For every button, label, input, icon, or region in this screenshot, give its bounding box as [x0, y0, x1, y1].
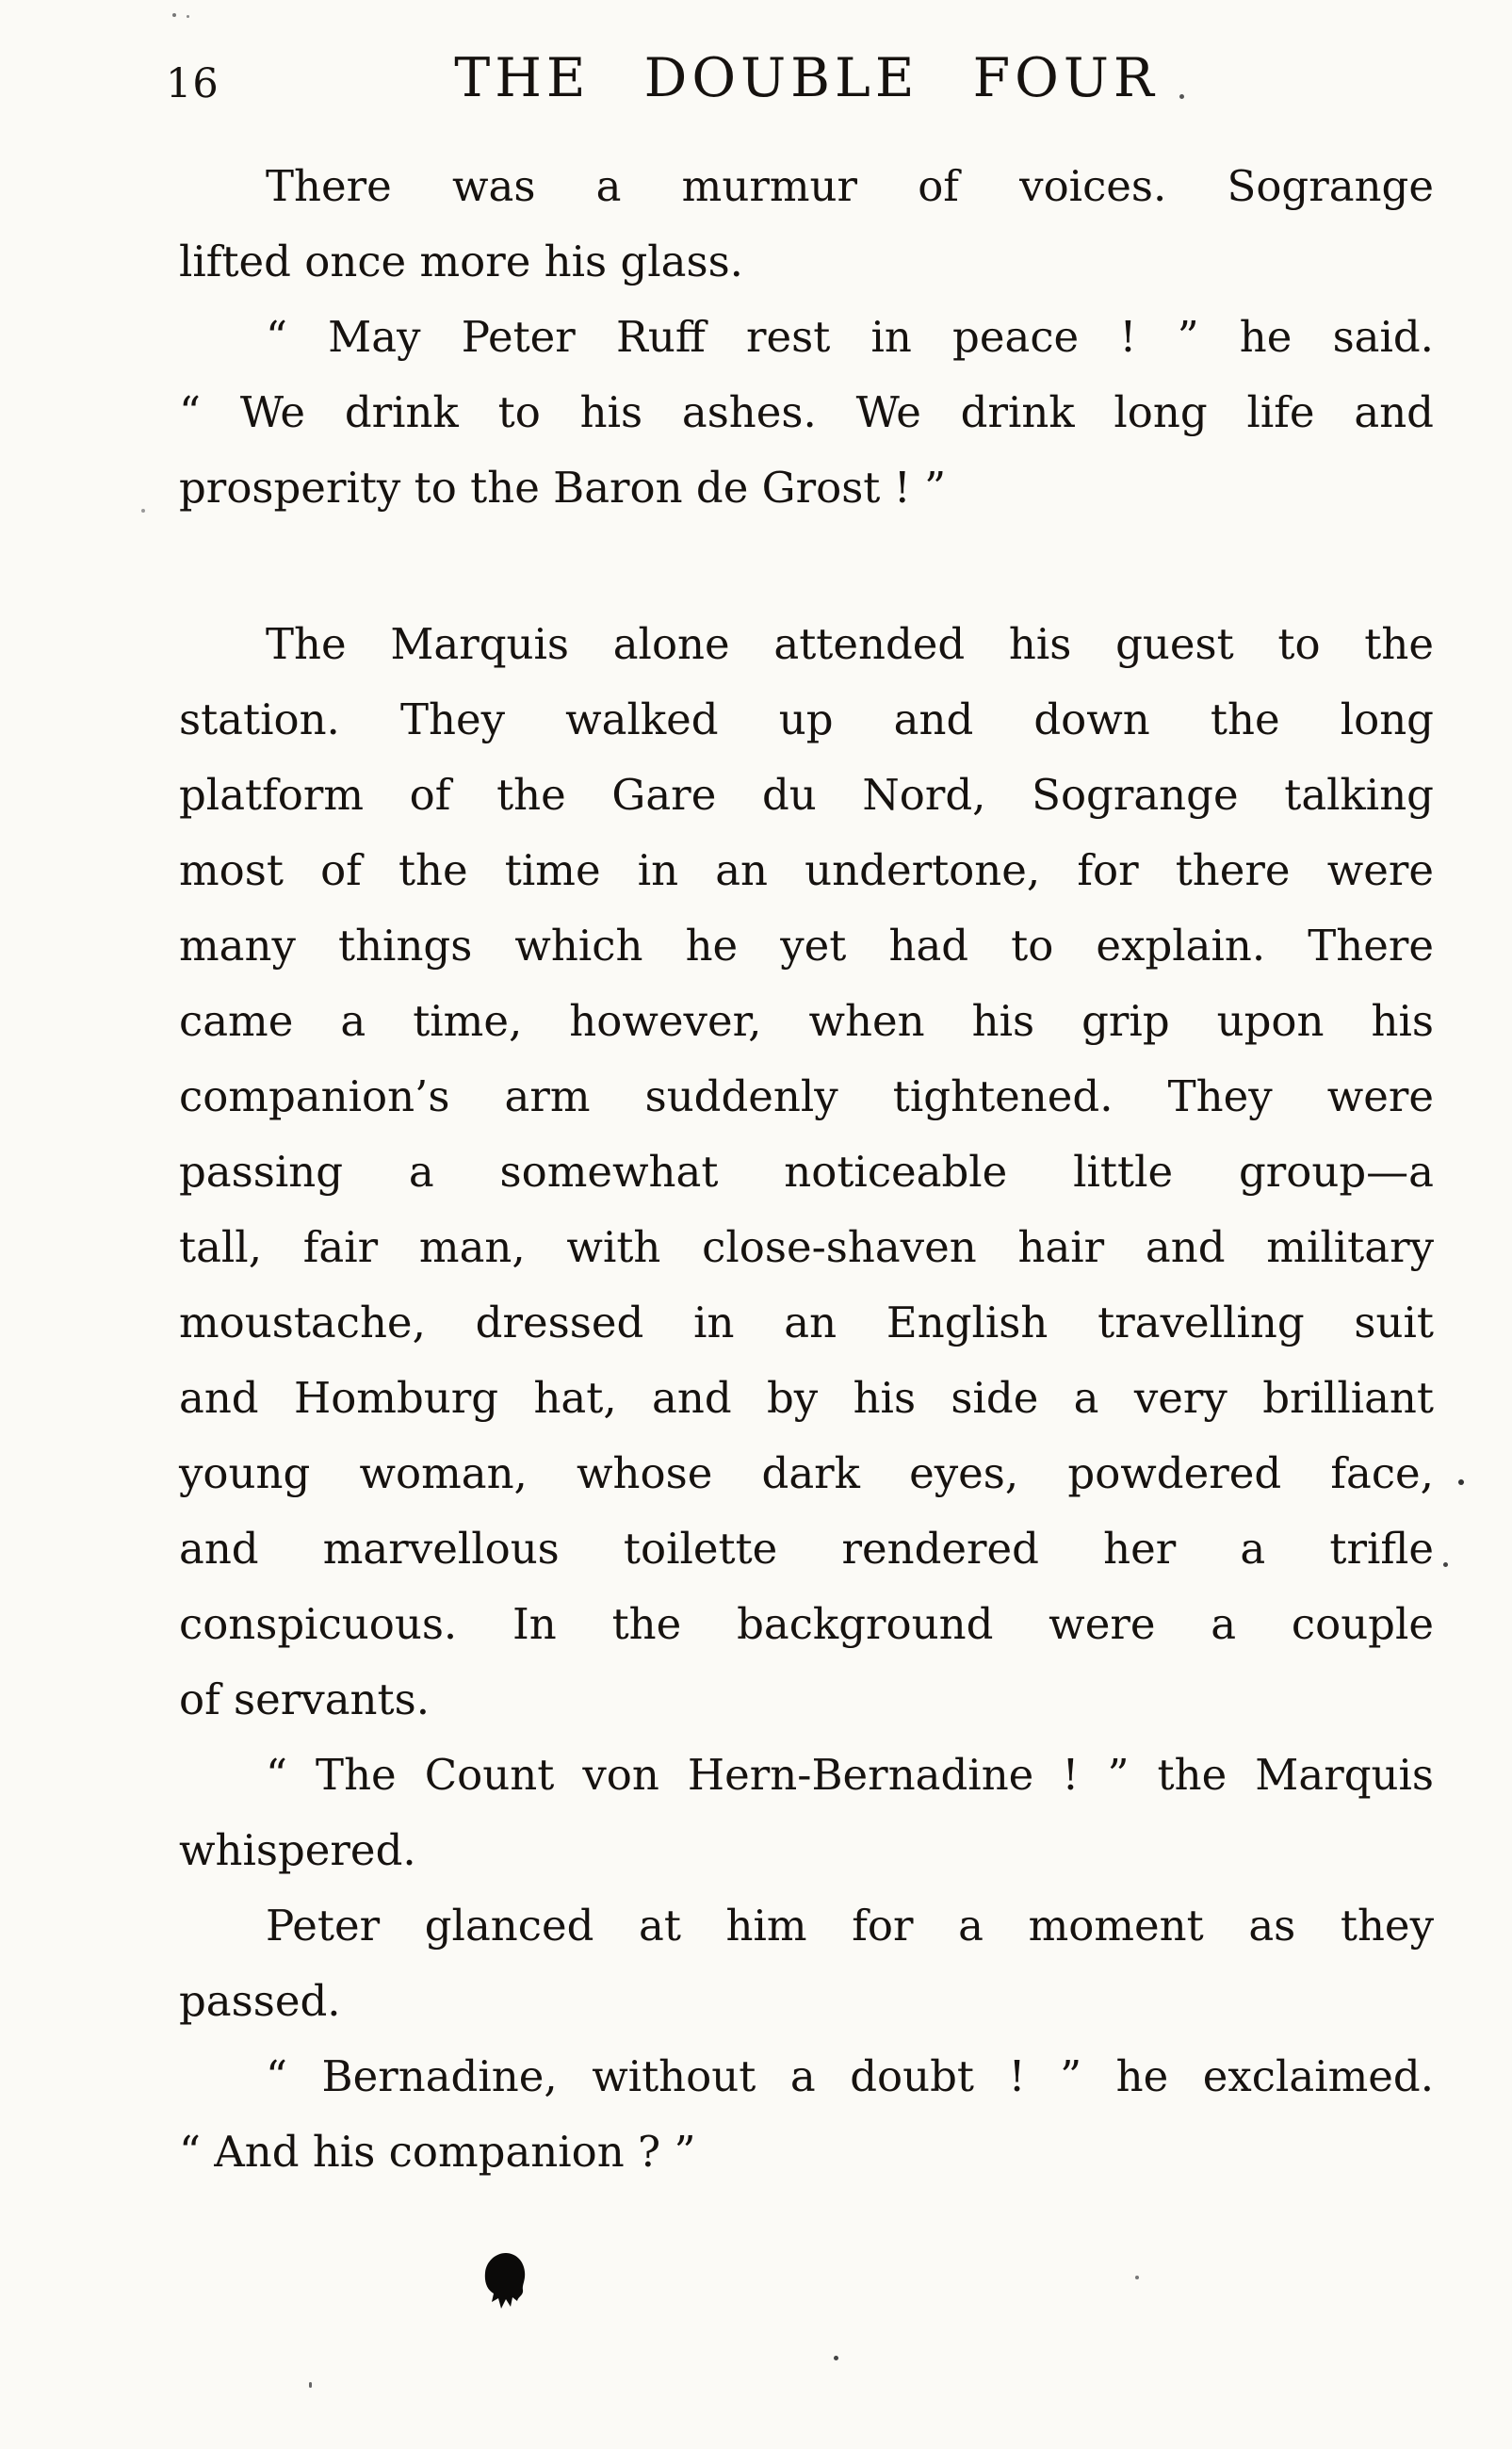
text-line: There was a murmur of voices. Sogrange — [266, 161, 1434, 211]
scan-speck — [141, 509, 145, 513]
text-line: platform of the Gare du Nord, Sogrange talking — [179, 770, 1434, 820]
text-line: lifted once more his glass. — [179, 237, 743, 286]
text-line: “ Bernadine, without a doubt ! ” he exclaimed. — [266, 2051, 1434, 2101]
text-line: tall, fair man, with close-shaven hair and military — [179, 1222, 1434, 1272]
scan-speck — [1443, 1562, 1448, 1567]
text-line: companion’s arm suddenly tightened. They were — [179, 1071, 1434, 1121]
text-line: The Marquis alone attended his guest to the — [266, 619, 1434, 669]
text-line: most of the time in an undertone, for there were — [179, 845, 1434, 895]
text-line: moustache, dressed in an English travelling suit — [179, 1298, 1434, 1347]
text-line: “ And his companion ? ” — [179, 2127, 696, 2177]
paragraph — [179, 1888, 1434, 2039]
text-line: “ The Count von Hern-Bernadine ! ” the Marquis — [266, 1750, 1434, 1800]
text-line: prosperity to the Baron de Grost ! ” — [179, 463, 947, 513]
text-line: “ We drink to his ashes. We drink long life and — [179, 387, 1434, 437]
scan-speck — [309, 2382, 312, 2388]
text-line: many things which he yet had to explain. There — [179, 921, 1434, 971]
text-line: and Homburg hat, and by his side a very brilliant — [179, 1373, 1434, 1423]
text-line: “ May Peter Ruff rest in peace ! ” he said. — [266, 312, 1434, 362]
page-number: 16 — [166, 60, 219, 107]
text-body — [179, 149, 1434, 2190]
text-line: Peter glanced at him for a moment as they — [266, 1901, 1434, 1951]
text-line: whispered. — [179, 1825, 416, 1875]
text-line: passed. — [179, 1976, 341, 2026]
scan-speck — [1179, 94, 1184, 99]
scan-speck — [1135, 2276, 1139, 2279]
text-line: and marvellous toilette rendered her a trifle — [179, 1524, 1434, 1574]
ink-blot — [482, 2252, 529, 2310]
text-line: station. They walked up and down the long — [179, 694, 1434, 744]
paragraph — [179, 300, 1434, 526]
paragraph — [179, 2039, 1434, 2190]
text-line: young woman, whose dark eyes, powdered face, — [179, 1448, 1434, 1498]
text-line: passing a somewhat noticeable little group—a — [179, 1147, 1434, 1197]
ink-blot-shape — [482, 2252, 529, 2310]
text-line: came a time, however, when his grip upon his — [179, 996, 1434, 1046]
paragraph — [179, 607, 1434, 1738]
text-line: conspicuous. In the background were a couple — [179, 1599, 1434, 1649]
scan-speck — [187, 15, 189, 18]
paragraph — [179, 149, 1434, 300]
text-line: of servants. — [179, 1674, 431, 1724]
paragraph — [179, 1738, 1434, 1888]
scan-speck — [834, 2356, 838, 2360]
scan-speck — [1458, 1479, 1464, 1485]
scan-speck — [172, 13, 176, 17]
page-title: THE DOUBLE FOUR — [454, 47, 1159, 109]
